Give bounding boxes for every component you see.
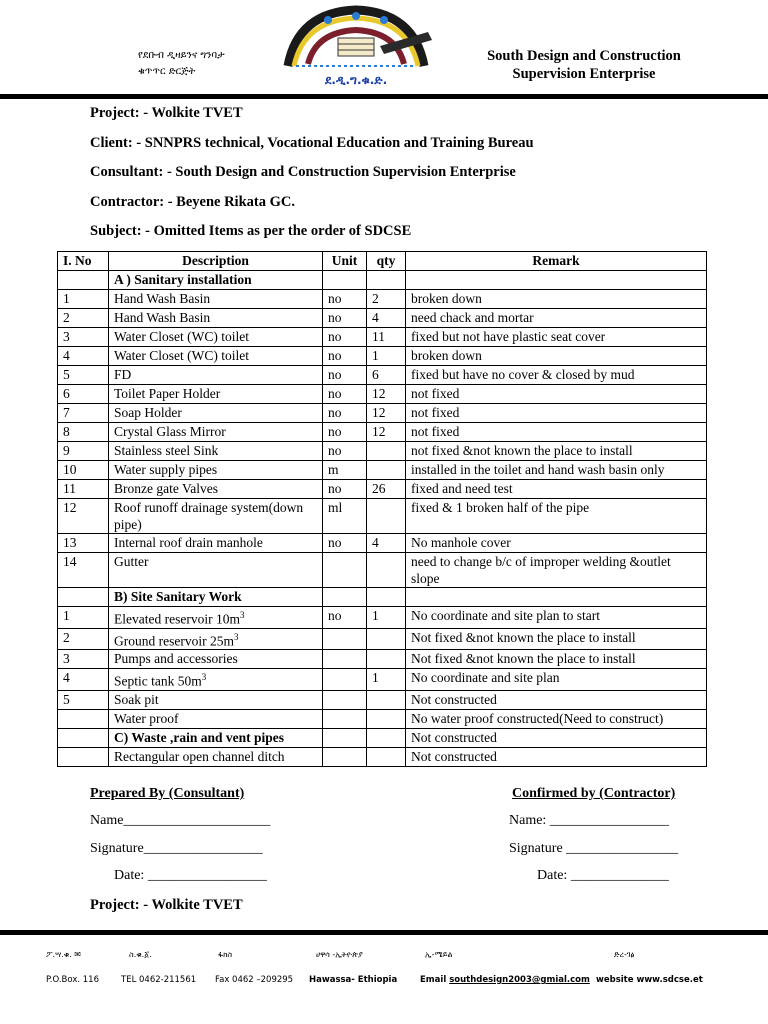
table-row [58, 690, 707, 709]
description-cell [109, 628, 323, 650]
qty-cell [367, 650, 406, 669]
row-number-cell: 2 [58, 309, 109, 328]
description-cell [109, 442, 323, 461]
table-row [58, 628, 707, 650]
header-unit: Unit [323, 252, 367, 271]
remark-cell: Not constructed [406, 728, 707, 747]
footer-website[interactable]: website www.sdcse.et [596, 975, 703, 985]
unit-cell: no [323, 442, 367, 461]
description-text: Water supply pipes [114, 462, 218, 477]
description-cell [109, 309, 323, 328]
remark-cell: Not fixed &not known the place to install [406, 650, 707, 669]
qty-cell: 2 [367, 290, 406, 309]
description-text: Gutter [114, 554, 149, 569]
table-row [58, 461, 707, 480]
unit-cell [323, 669, 367, 691]
row-number-cell: 12 [58, 499, 109, 534]
consultant-name-line: Name_____________________ [90, 813, 271, 828]
qty-cell [367, 442, 406, 461]
remark-cell: Not constructed [406, 690, 707, 709]
unit-cell [323, 553, 367, 588]
row-number-cell: 10 [58, 461, 109, 480]
remark-cell: not fixed &not known the place to install [406, 442, 707, 461]
unit-cell: no [323, 328, 367, 347]
table-row [58, 709, 707, 728]
consultant-signature-line: Signature_________________ [90, 840, 263, 856]
unit-cell [323, 709, 367, 728]
description-cell [109, 290, 323, 309]
contractor-signature-line: Signature ________________ [509, 840, 679, 856]
amharic-org-name-line1: የደቡብ ዲዛይንና ግንባታ [138, 50, 225, 61]
qty-cell: 1 [367, 607, 406, 629]
qty-cell [367, 628, 406, 650]
letterhead [0, 0, 768, 95]
unit-cell [323, 690, 367, 709]
footer-fax: Fax 0462 –209295 [215, 975, 294, 985]
consultant-date-line: Date: _________________ [114, 868, 267, 883]
footer-pobox: P.O.Box. 116 [46, 975, 99, 985]
unit-cell [323, 650, 367, 669]
row-number-cell: 4 [58, 669, 109, 691]
section-row [58, 588, 707, 607]
table-row [58, 442, 707, 461]
description-cell [109, 709, 323, 728]
org-name-english [466, 47, 702, 83]
remark-cell: fixed & 1 broken half of the pipe [406, 499, 707, 534]
description-cell [109, 690, 323, 709]
header-qty: qty [367, 252, 406, 271]
description-cell: Rectangular open channel ditch [109, 747, 323, 766]
row-number-cell: 1 [58, 290, 109, 309]
table-row [58, 534, 707, 553]
qty-cell [367, 553, 406, 588]
row-number-cell: 1 [58, 607, 109, 629]
remark-cell: installed in the toilet and hand wash basin only [406, 461, 707, 480]
row-number-cell: 8 [58, 423, 109, 442]
qty-cell: 6 [367, 366, 406, 385]
header-remark: Remark [406, 252, 707, 271]
description-cell [109, 553, 323, 588]
header-divider [0, 94, 768, 99]
qty-cell [367, 461, 406, 480]
remark-cell: No coordinate and site plan [406, 669, 707, 691]
remark-cell: broken down [406, 290, 707, 309]
footer-am-pobox: ፖ.ሣ.ቁ. ✉ [46, 950, 81, 959]
description-cell [109, 347, 323, 366]
description-cell [109, 423, 323, 442]
unit-cell: no [323, 385, 367, 404]
footer-am-city: ሀዋሳ -ኢትዮጵያ [316, 950, 363, 959]
unit-cell: no [323, 423, 367, 442]
table-header-row [58, 252, 707, 271]
description-text: Internal roof drain manhole [114, 535, 263, 550]
remark-cell: broken down [406, 347, 707, 366]
description-text: Hand Wash Basin [114, 291, 211, 306]
table-row [58, 309, 707, 328]
qty-cell: 12 [367, 385, 406, 404]
description-text: Crystal Glass Mirror [114, 424, 226, 439]
table-row [58, 328, 707, 347]
description-text: Ground reservoir 25m [114, 633, 234, 648]
qty-cell [367, 690, 406, 709]
row-number-cell [58, 588, 109, 607]
qty-cell: 4 [367, 309, 406, 328]
footer-email-link[interactable]: southdesign2003@gmial.com [449, 975, 590, 985]
section-b-heading: B) Site Sanitary Work [109, 588, 323, 607]
table-row [58, 404, 707, 423]
description-text: Bronze gate Valves [114, 481, 218, 496]
row-number-cell: 3 [58, 650, 109, 669]
remark-cell: not fixed [406, 385, 707, 404]
unit-cell [323, 588, 367, 607]
table-body [58, 271, 707, 767]
footer-tel: TEL 0462-211561 [121, 975, 197, 985]
client-field: Client: - SNNPRS technical, Vocational Education and Training Bureau [90, 134, 534, 151]
qty-cell [367, 588, 406, 607]
unit-cell: no [323, 480, 367, 499]
description-cell [109, 366, 323, 385]
unit-cell: no [323, 290, 367, 309]
table-row [58, 669, 707, 691]
description-text: Water Closet (WC) toilet [114, 329, 249, 344]
confirmed-by-block [509, 786, 678, 894]
header-description: Description [109, 252, 323, 271]
amharic-org-name-line2: ቁጥጥር ድርጅት [138, 66, 196, 77]
unit-superscript: 3 [233, 631, 239, 642]
description-cell [109, 461, 323, 480]
unit-cell: m [323, 461, 367, 480]
table-row [58, 499, 707, 534]
description-text: Pumps and accessories [114, 651, 238, 666]
table-row [58, 423, 707, 442]
row-number-cell: 5 [58, 366, 109, 385]
row-number-cell: 14 [58, 553, 109, 588]
unit-cell: no [323, 607, 367, 629]
row-number-cell: 5 [58, 690, 109, 709]
qty-cell: 12 [367, 423, 406, 442]
row-number-cell [58, 271, 109, 290]
qty-cell [367, 709, 406, 728]
contractor-field: Contractor: - Beyene Rikata GC. [90, 193, 295, 210]
row-number-cell: 11 [58, 480, 109, 499]
table-row [58, 480, 707, 499]
table-row [58, 747, 707, 766]
unit-cell: no [323, 366, 367, 385]
remark-cell: need chack and mortar [406, 309, 707, 328]
qty-cell: 1 [367, 347, 406, 366]
unit-cell [323, 628, 367, 650]
project-field: Project: - Wolkite TVET [90, 105, 243, 121]
project-repeat: Project: - Wolkite TVET [90, 897, 243, 913]
unit-cell: no [323, 534, 367, 553]
unit-cell: no [323, 309, 367, 328]
row-number-cell: 3 [58, 328, 109, 347]
footer-am-web: ድረ-ገፅ [614, 950, 635, 959]
omitted-items-table [57, 251, 707, 767]
remark-cell: No water proof constructed(Need to construct) [406, 709, 707, 728]
remark-cell: fixed but have no cover & closed by mud [406, 366, 707, 385]
remark-cell: need to change b/c of improper welding &outlet slope [406, 553, 707, 588]
qty-cell: 11 [367, 328, 406, 347]
footer-am-fax: ፋክስ [218, 950, 233, 959]
enterprise-logo [268, 4, 444, 92]
description-cell [109, 669, 323, 691]
section-c-heading: C) Waste ,rain and vent pipes [109, 728, 323, 747]
footer-city: Hawassa- Ethiopia [309, 975, 398, 985]
description-text: Hand Wash Basin [114, 310, 211, 325]
table-row [58, 385, 707, 404]
footer-email: Email southdesign2003@gmial.com [420, 975, 590, 985]
remark-cell: not fixed [406, 423, 707, 442]
qty-cell [367, 271, 406, 290]
table-row [58, 366, 707, 385]
description-text: Stainless steel Sink [114, 443, 219, 458]
description-text: Roof runoff drainage system(down pipe) [114, 500, 304, 532]
consultant-field: Consultant: - South Design and Construction Supervision Enterprise [90, 164, 516, 181]
qty-cell: 4 [367, 534, 406, 553]
description-cell [109, 607, 323, 629]
qty-cell [367, 747, 406, 766]
contractor-date-line: Date: ______________ [537, 868, 669, 883]
logo-text: ደ.ዲ.ግ.ቁ.ድ. [324, 73, 388, 87]
description-cell [109, 404, 323, 423]
table-row [58, 290, 707, 309]
description-text: Water Closet (WC) toilet [114, 348, 249, 363]
unit-cell [323, 728, 367, 747]
unit-cell: no [323, 404, 367, 423]
section-a-heading: A ) Sanitary installation [109, 271, 323, 290]
qty-cell: 1 [367, 669, 406, 691]
prepared-by-block [90, 786, 270, 894]
description-cell [109, 385, 323, 404]
header-ino: I. No [58, 252, 109, 271]
remark-cell: No coordinate and site plan to start [406, 607, 707, 629]
row-number-cell: 7 [58, 404, 109, 423]
description-cell [109, 499, 323, 534]
table-row [58, 347, 707, 366]
contractor-name-line: Name: _________________ [509, 813, 669, 828]
footer-am-email: ኢ-ሜይል [425, 950, 453, 959]
row-number-cell: 9 [58, 442, 109, 461]
row-number-cell [58, 709, 109, 728]
description-text: Soap Holder [114, 405, 182, 420]
description-text: Septic tank 50m [114, 673, 202, 689]
row-number-cell [58, 728, 109, 747]
mail-icon: ✉ [74, 950, 81, 959]
prepared-by-title: Prepared By (Consultant) [90, 786, 245, 801]
description-cell [109, 650, 323, 669]
org-name-line2: Supervision Enterprise [512, 66, 656, 82]
row-number-cell: 4 [58, 347, 109, 366]
unit-cell [323, 747, 367, 766]
row-number-cell [58, 747, 109, 766]
remark-cell: not fixed [406, 404, 707, 423]
description-text: Elevated reservoir 10m [114, 611, 240, 627]
unit-superscript: 3 [201, 672, 207, 682]
unit-cell [323, 271, 367, 290]
org-name-line1: South Design and Construction [487, 48, 681, 64]
row-number-cell: 2 [58, 628, 109, 650]
confirmed-by-title: Confirmed by (Contractor) [512, 786, 676, 801]
description-text: FD [114, 367, 132, 382]
description-cell [109, 534, 323, 553]
subject-field: Subject: - Omitted Items as per the order of SDCSE [90, 223, 412, 240]
section-row [58, 728, 707, 747]
footer-am-tel: ስ.ቁ.፩. [129, 950, 152, 959]
qty-cell [367, 499, 406, 534]
unit-superscript: 3 [239, 610, 245, 620]
remark-cell: fixed but not have plastic seat cover [406, 328, 707, 347]
remark-cell [406, 271, 707, 290]
description-text: Soak pit [114, 691, 159, 707]
table-row [58, 607, 707, 629]
table-row [58, 650, 707, 669]
row-number-cell: 6 [58, 385, 109, 404]
qty-cell [367, 728, 406, 747]
qty-cell: 26 [367, 480, 406, 499]
footer-divider [0, 930, 768, 935]
document-fields [90, 103, 534, 251]
unit-cell: no [323, 347, 367, 366]
description-cell [109, 480, 323, 499]
section-row [58, 271, 707, 290]
remark-cell: Not constructed [406, 747, 707, 766]
description-text: Toilet Paper Holder [114, 386, 221, 401]
description-cell [109, 328, 323, 347]
qty-cell: 12 [367, 404, 406, 423]
row-number-cell: 13 [58, 534, 109, 553]
unit-cell: ml [323, 499, 367, 534]
remark-cell: Not fixed &not known the place to install [406, 628, 707, 650]
description-text: Water proof [114, 710, 179, 726]
table-row [58, 553, 707, 588]
remark-cell [406, 588, 707, 607]
remark-cell: No manhole cover [406, 534, 707, 553]
remark-cell: fixed and need test [406, 480, 707, 499]
